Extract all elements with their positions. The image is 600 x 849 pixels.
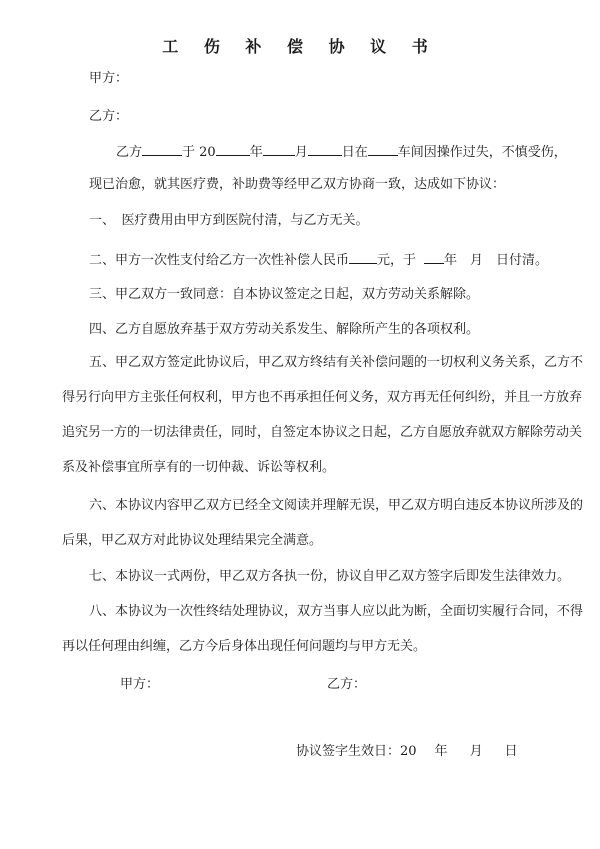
intro-text-4: 月 [294, 145, 308, 160]
effective-date-day: 日 [504, 744, 518, 759]
clause-6-line-2: 后果，甲乙双方对此协议处理结果完全满意。 [62, 533, 323, 548]
intro-line-2: 现已治愈，就其医疗费，补助费等经甲乙双方协商一致，达成如下协议： [89, 177, 506, 192]
signature-party-a: 甲方： [120, 677, 160, 692]
document-title: 工 伤 补 偿 协 议 书 [162, 37, 438, 56]
clause-6-line-1: 六、本协议内容甲乙双方已经全文阅读并理解无误，甲乙双方明白违反本协议所涉及的 [89, 498, 584, 513]
clause-4: 四、乙方自愿放弃基于双方劳动关系发生、解除所产生的各项权利。 [89, 322, 480, 337]
clause-7: 七、本协议一式两份，甲乙双方各执一份，协议自甲乙双方签字后即发生法律效力。 [89, 569, 571, 584]
clause-5-line-2: 得另行向甲方主张任何权利，甲方也不再承担任何义务，双方再无任何纠纷，并且一方放弃 [62, 390, 583, 405]
blank-amount[interactable] [349, 250, 377, 264]
clause-2-text-2: 元，于 [377, 253, 417, 268]
intro-text-5: 日在 [341, 145, 368, 160]
clause-2-text-1: 二、甲方一次性支付给乙方一次性补偿人民币 [89, 253, 350, 268]
effective-date [296, 743, 518, 761]
blank-year[interactable] [216, 142, 250, 156]
blank-pay-year[interactable] [424, 250, 444, 264]
clause-5-line-4: 系及补偿事宜所享有的一切仲裁、诉讼等权利。 [62, 460, 336, 475]
intro-text-3: 年 [249, 145, 263, 160]
intro-text-1: 乙方 [116, 145, 143, 160]
clause-3: 三、甲乙双方一致同意：自本协议签定之日起，双方劳动关系解除。 [89, 287, 480, 302]
signature-party-b: 乙方： [327, 677, 367, 692]
intro-text-2: 于 20 [182, 145, 216, 160]
blank-workshop[interactable] [368, 142, 398, 156]
clause-2 [89, 250, 548, 270]
clause-1: 一、 医疗费用由甲方到医院付清，与乙方无关。 [89, 213, 369, 228]
party-b-label: 乙方： [89, 109, 129, 124]
intro-text-6: 车间因操作过失，不慎受伤， [397, 145, 567, 160]
party-a-label: 甲方： [89, 71, 129, 86]
clause-5-line-3: 追究另一方的一切法律责任，同时，自签定本协议之日起，乙方自愿放弃就双方解除劳动关 [62, 425, 583, 440]
clause-8-line-1: 八、本协议为一次性终结处理协议，双方当事人应以此为断，全面切实履行合同，不得 [89, 604, 584, 619]
blank-day[interactable] [308, 142, 342, 156]
clause-5-line-1: 五、甲乙双方签定此协议后，甲乙双方终结有关补偿问题的一切权利义务关系，乙方不 [89, 355, 584, 370]
effective-date-month: 月 [469, 744, 483, 759]
effective-date-label: 协议签字生效日：20 [296, 744, 417, 759]
clause-2-text-3: 年 月 日付清。 [444, 253, 549, 268]
effective-date-year: 年 [434, 744, 448, 759]
intro-line-1 [116, 142, 567, 162]
clause-8-line-2: 再以任何理由纠缠，乙方今后身体出现任何问题均与甲方无关。 [62, 639, 427, 654]
blank-month[interactable] [263, 142, 295, 156]
blank-party-b-name[interactable] [142, 142, 182, 156]
